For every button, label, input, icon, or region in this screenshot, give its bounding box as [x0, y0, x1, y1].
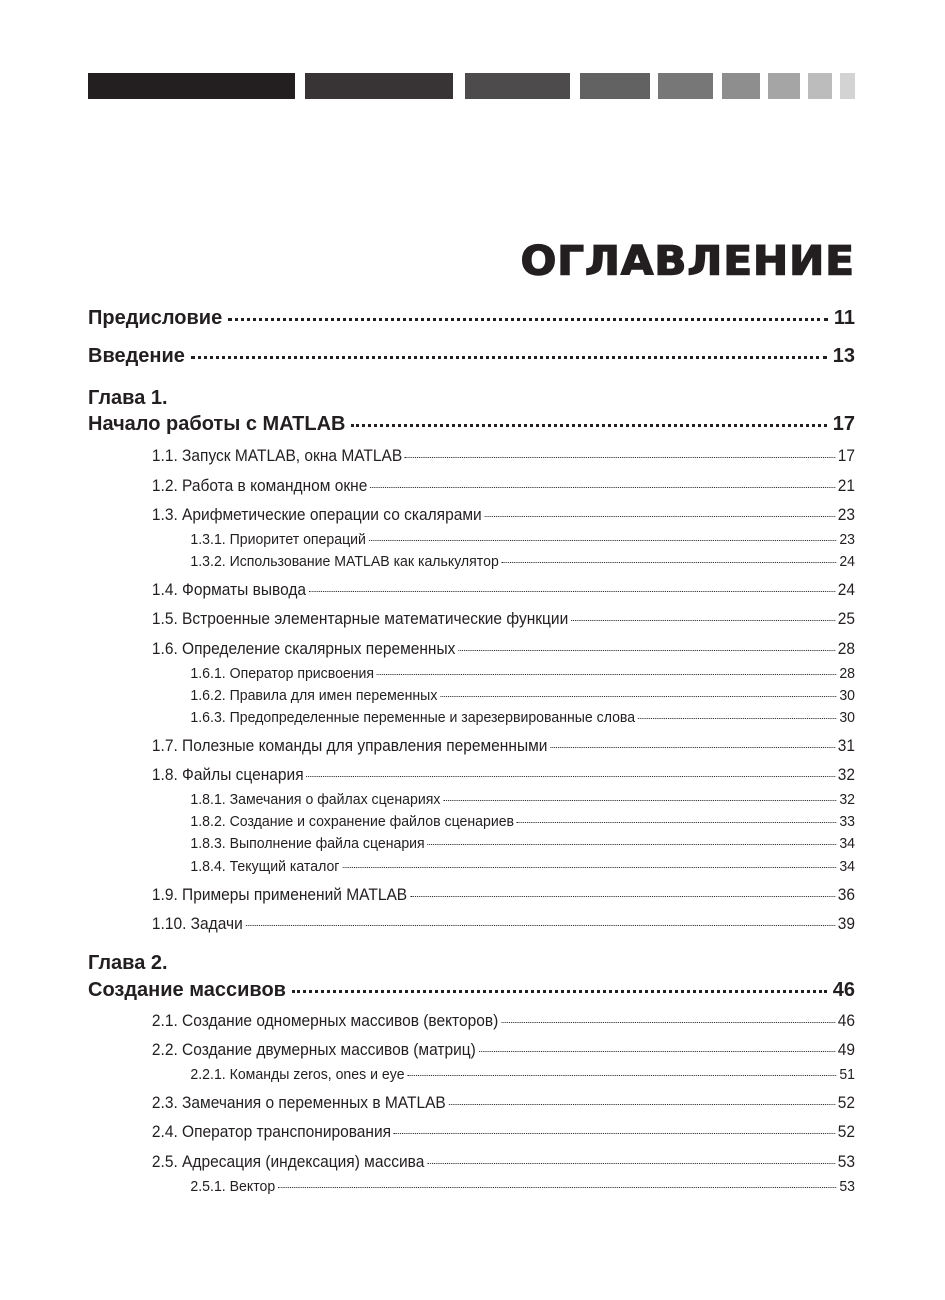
dot-leader [228, 318, 828, 321]
toc-page-number: 21 [837, 477, 855, 496]
toc-page-number: 23 [837, 506, 855, 525]
toc-entry[interactable] [152, 915, 855, 934]
toc-entry[interactable] [152, 447, 855, 466]
toc-page-number: 39 [837, 915, 855, 934]
toc-entry[interactable] [190, 665, 855, 682]
toc-page-number: 46 [832, 979, 855, 1001]
toc-entry[interactable] [152, 766, 855, 785]
toc-entry-title: 1.7. Полезные команды для управления переменными [151, 737, 548, 756]
toc-entry-title: 1.6.2. Правила для имен переменных [190, 686, 438, 704]
toc-page-number: 52 [837, 1123, 855, 1142]
toc-entry[interactable] [190, 709, 855, 726]
dot-leader [369, 540, 837, 541]
toc-entry[interactable] [88, 979, 855, 1002]
dot-leader [246, 925, 835, 926]
toc-entry-title: 1.2. Работа в командном окне [151, 477, 368, 496]
toc-entry[interactable] [152, 610, 855, 629]
toc-entry[interactable] [152, 737, 855, 756]
toc-entry[interactable] [190, 835, 855, 852]
toc-entry-title: Создание массивов [88, 979, 286, 1001]
toc-entry-title: 1.5. Встроенные элементарные математические функции [151, 610, 569, 629]
toc-page-number: 11 [833, 307, 855, 329]
toc-entry[interactable] [190, 553, 855, 570]
toc-entry-title: 2.3. Замечания о переменных в MATLAB [151, 1094, 446, 1113]
toc-entry-title: 2.2.1. Команды zeros, ones и eye [190, 1065, 405, 1083]
dot-leader [370, 487, 835, 488]
toc-page-number: 34 [839, 857, 855, 875]
toc-page-number: 33 [839, 812, 855, 830]
toc-entry-title: 1.3.1. Приоритет операций [190, 530, 366, 548]
toc-entry-title: 1.8.2. Создание и сохранение файлов сценариев [190, 812, 515, 830]
toc-page-number: 53 [839, 1177, 855, 1195]
toc-entry[interactable] [152, 477, 855, 496]
toc-entry[interactable] [190, 791, 855, 808]
header-bar [722, 73, 760, 99]
toc-entry[interactable] [88, 413, 855, 436]
dot-leader [342, 867, 836, 868]
toc-entry[interactable] [152, 1153, 855, 1172]
toc-entry[interactable] [190, 858, 855, 875]
dot-leader [405, 457, 835, 458]
toc-entry[interactable] [190, 1178, 855, 1195]
dot-leader [191, 356, 827, 359]
toc-entry[interactable] [190, 813, 855, 830]
header-bar [580, 73, 650, 99]
dot-leader [440, 696, 836, 697]
toc-entry[interactable] [152, 1123, 855, 1142]
toc-entry[interactable] [152, 581, 855, 600]
dot-leader [484, 516, 834, 517]
dot-leader [351, 424, 826, 427]
toc-page-number: 24 [839, 552, 855, 570]
toc-page-number: 17 [832, 413, 855, 435]
toc-page-number: 23 [839, 530, 855, 548]
dot-leader [278, 1187, 836, 1188]
dot-leader [443, 800, 836, 801]
toc-entry-title: 1.10. Задачи [151, 915, 243, 934]
header-bar [768, 73, 800, 99]
toc-entry-title: 1.3. Арифметические операции со скалярами [151, 506, 482, 525]
toc-entry[interactable] [190, 531, 855, 548]
toc-entry-title: Предисловие [88, 307, 223, 329]
toc-page-number: 51 [839, 1065, 855, 1083]
toc-entry[interactable] [152, 1041, 855, 1060]
toc-page-number: 13 [832, 345, 855, 367]
toc-entry-title: 1.1. Запуск MATLAB, окна MATLAB [151, 447, 403, 466]
toc-entry-title: 2.5. Адресация (индексация) массива [151, 1153, 425, 1172]
dot-leader [550, 747, 835, 748]
header-bar [808, 73, 832, 99]
toc-entry-title: Глава 2. [88, 952, 168, 974]
toc-page-number: 28 [839, 664, 855, 682]
toc-entry[interactable] [152, 640, 855, 659]
toc-page-number: 32 [839, 790, 855, 808]
dot-leader [407, 1075, 836, 1076]
toc-page-number: 28 [837, 640, 855, 659]
toc-chapter-heading[interactable] [88, 952, 855, 975]
toc-page-number: 46 [837, 1012, 855, 1031]
dot-leader [306, 776, 834, 777]
toc-entry[interactable] [152, 1012, 855, 1031]
toc-page-number: 30 [839, 686, 855, 704]
toc-entry[interactable] [152, 886, 855, 905]
toc-entry-title: 1.3.2. Использование MATLAB как калькулятор [190, 552, 499, 570]
dot-leader [517, 822, 837, 823]
toc-entry-title: 1.6.3. Предопределенные переменные и зарезервированные слова [190, 708, 636, 726]
toc-page-number: 24 [837, 581, 855, 600]
toc-entry-title: Начало работы с MATLAB [88, 413, 346, 435]
toc-entry-title: 1.6.1. Оператор присвоения [190, 664, 375, 682]
toc-entry-title: 1.8. Файлы сценария [151, 766, 304, 785]
toc-page-number: 52 [837, 1094, 855, 1113]
toc-page-number: 49 [837, 1041, 855, 1060]
toc-entry-title: 1.8.4. Текущий каталог [190, 857, 340, 875]
toc-page-number: 25 [837, 610, 855, 629]
dot-leader [394, 1133, 835, 1134]
toc-entry[interactable] [190, 1066, 855, 1083]
toc-entry-title: Введение [88, 345, 185, 367]
toc-entry[interactable] [190, 687, 855, 704]
toc-page-number: 17 [837, 447, 855, 466]
toc-page-number: 31 [837, 737, 855, 756]
dot-leader [309, 591, 835, 592]
toc-entry[interactable] [152, 1094, 855, 1113]
header-bar [305, 73, 453, 99]
dot-leader [292, 990, 827, 993]
toc-entry-title: 2.2. Создание двумерных массивов (матриц) [151, 1041, 476, 1060]
toc-entry-title: 2.5.1. Вектор [190, 1177, 276, 1195]
toc-entry-title: 1.8.1. Замечания о файлах сценариях [190, 790, 441, 808]
header-bar [88, 73, 295, 99]
dot-leader [428, 844, 837, 845]
dot-leader [377, 674, 837, 675]
dot-leader [427, 1163, 835, 1164]
header-bar [465, 73, 570, 99]
dot-leader [571, 620, 835, 621]
dot-leader [501, 1022, 835, 1023]
header-bar [840, 73, 855, 99]
toc-entry-title: Глава 1. [88, 387, 168, 409]
toc-entry-title: 1.4. Форматы вывода [151, 581, 307, 600]
header-bar [658, 73, 713, 99]
dot-leader [638, 718, 837, 719]
dot-leader [502, 562, 837, 563]
toc-page-number: 34 [839, 834, 855, 852]
toc-page-number: 30 [839, 708, 855, 726]
dot-leader [410, 896, 835, 897]
toc-entry-title: 1.9. Примеры применений MATLAB [151, 886, 408, 905]
toc-entry[interactable] [152, 506, 855, 525]
toc-chapter-heading[interactable] [88, 387, 855, 410]
dot-leader [479, 1051, 835, 1052]
toc-page-number: 53 [837, 1153, 855, 1172]
toc-entry[interactable] [88, 345, 855, 368]
dot-leader [458, 650, 835, 651]
page-title: ОГЛАВЛЕНИЕ [520, 237, 855, 284]
toc-entry-title: 1.8.3. Выполнение файла сценария [190, 834, 425, 852]
dot-leader [449, 1104, 835, 1105]
toc-entry[interactable] [88, 307, 855, 330]
toc-entry-title: 1.6. Определение скалярных переменных [151, 640, 456, 659]
toc-page-number: 32 [837, 766, 855, 785]
toc-page-number: 36 [837, 886, 855, 905]
toc-entry-title: 2.1. Создание одномерных массивов (векторов) [151, 1012, 499, 1031]
toc-entry-title: 2.4. Оператор транспонирования [151, 1123, 392, 1142]
